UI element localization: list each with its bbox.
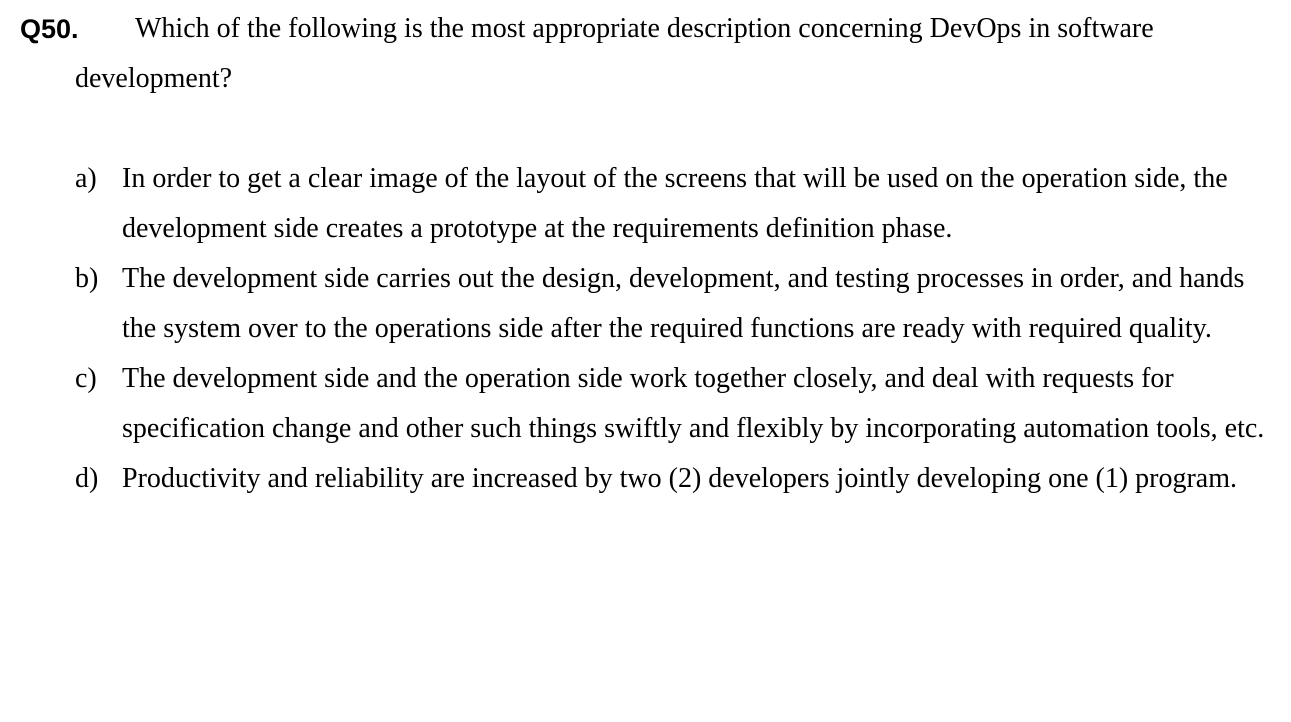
- question-text: Which of the following is the most appropriate description concerning DevOps in software development?: [75, 13, 1154, 94]
- option-c-label: c): [75, 363, 97, 394]
- options-list: [0, 154, 1291, 504]
- option-a-text: In order to get a clear image of the layout of the screens that will be used on the operation side, the development side creates a prototype at the requirements definition phase.: [122, 163, 1228, 244]
- option-d-label: d): [75, 463, 99, 494]
- question: [0, 4, 1291, 104]
- option-d-text: Productivity and reliability are increased by two (2) developers jointly developing one (1) program.: [122, 463, 1238, 494]
- option-a: [0, 154, 1291, 254]
- option-c-text: The development side and the operation side work together closely, and deal with requests for specification change and other such things swiftly and flexibly by incorporating automation tools, etc.: [122, 363, 1265, 444]
- option-a-label: a): [75, 163, 97, 194]
- option-b-label: b): [75, 263, 99, 294]
- question-number: Q50.: [20, 14, 79, 44]
- option-b-text: The development side carries out the design, development, and testing processes in order, and hands the system over to the operations side after the required functions are ready with required quality.: [122, 263, 1245, 344]
- option-b: [0, 254, 1291, 354]
- option-c: [0, 354, 1291, 454]
- option-d: [0, 454, 1291, 504]
